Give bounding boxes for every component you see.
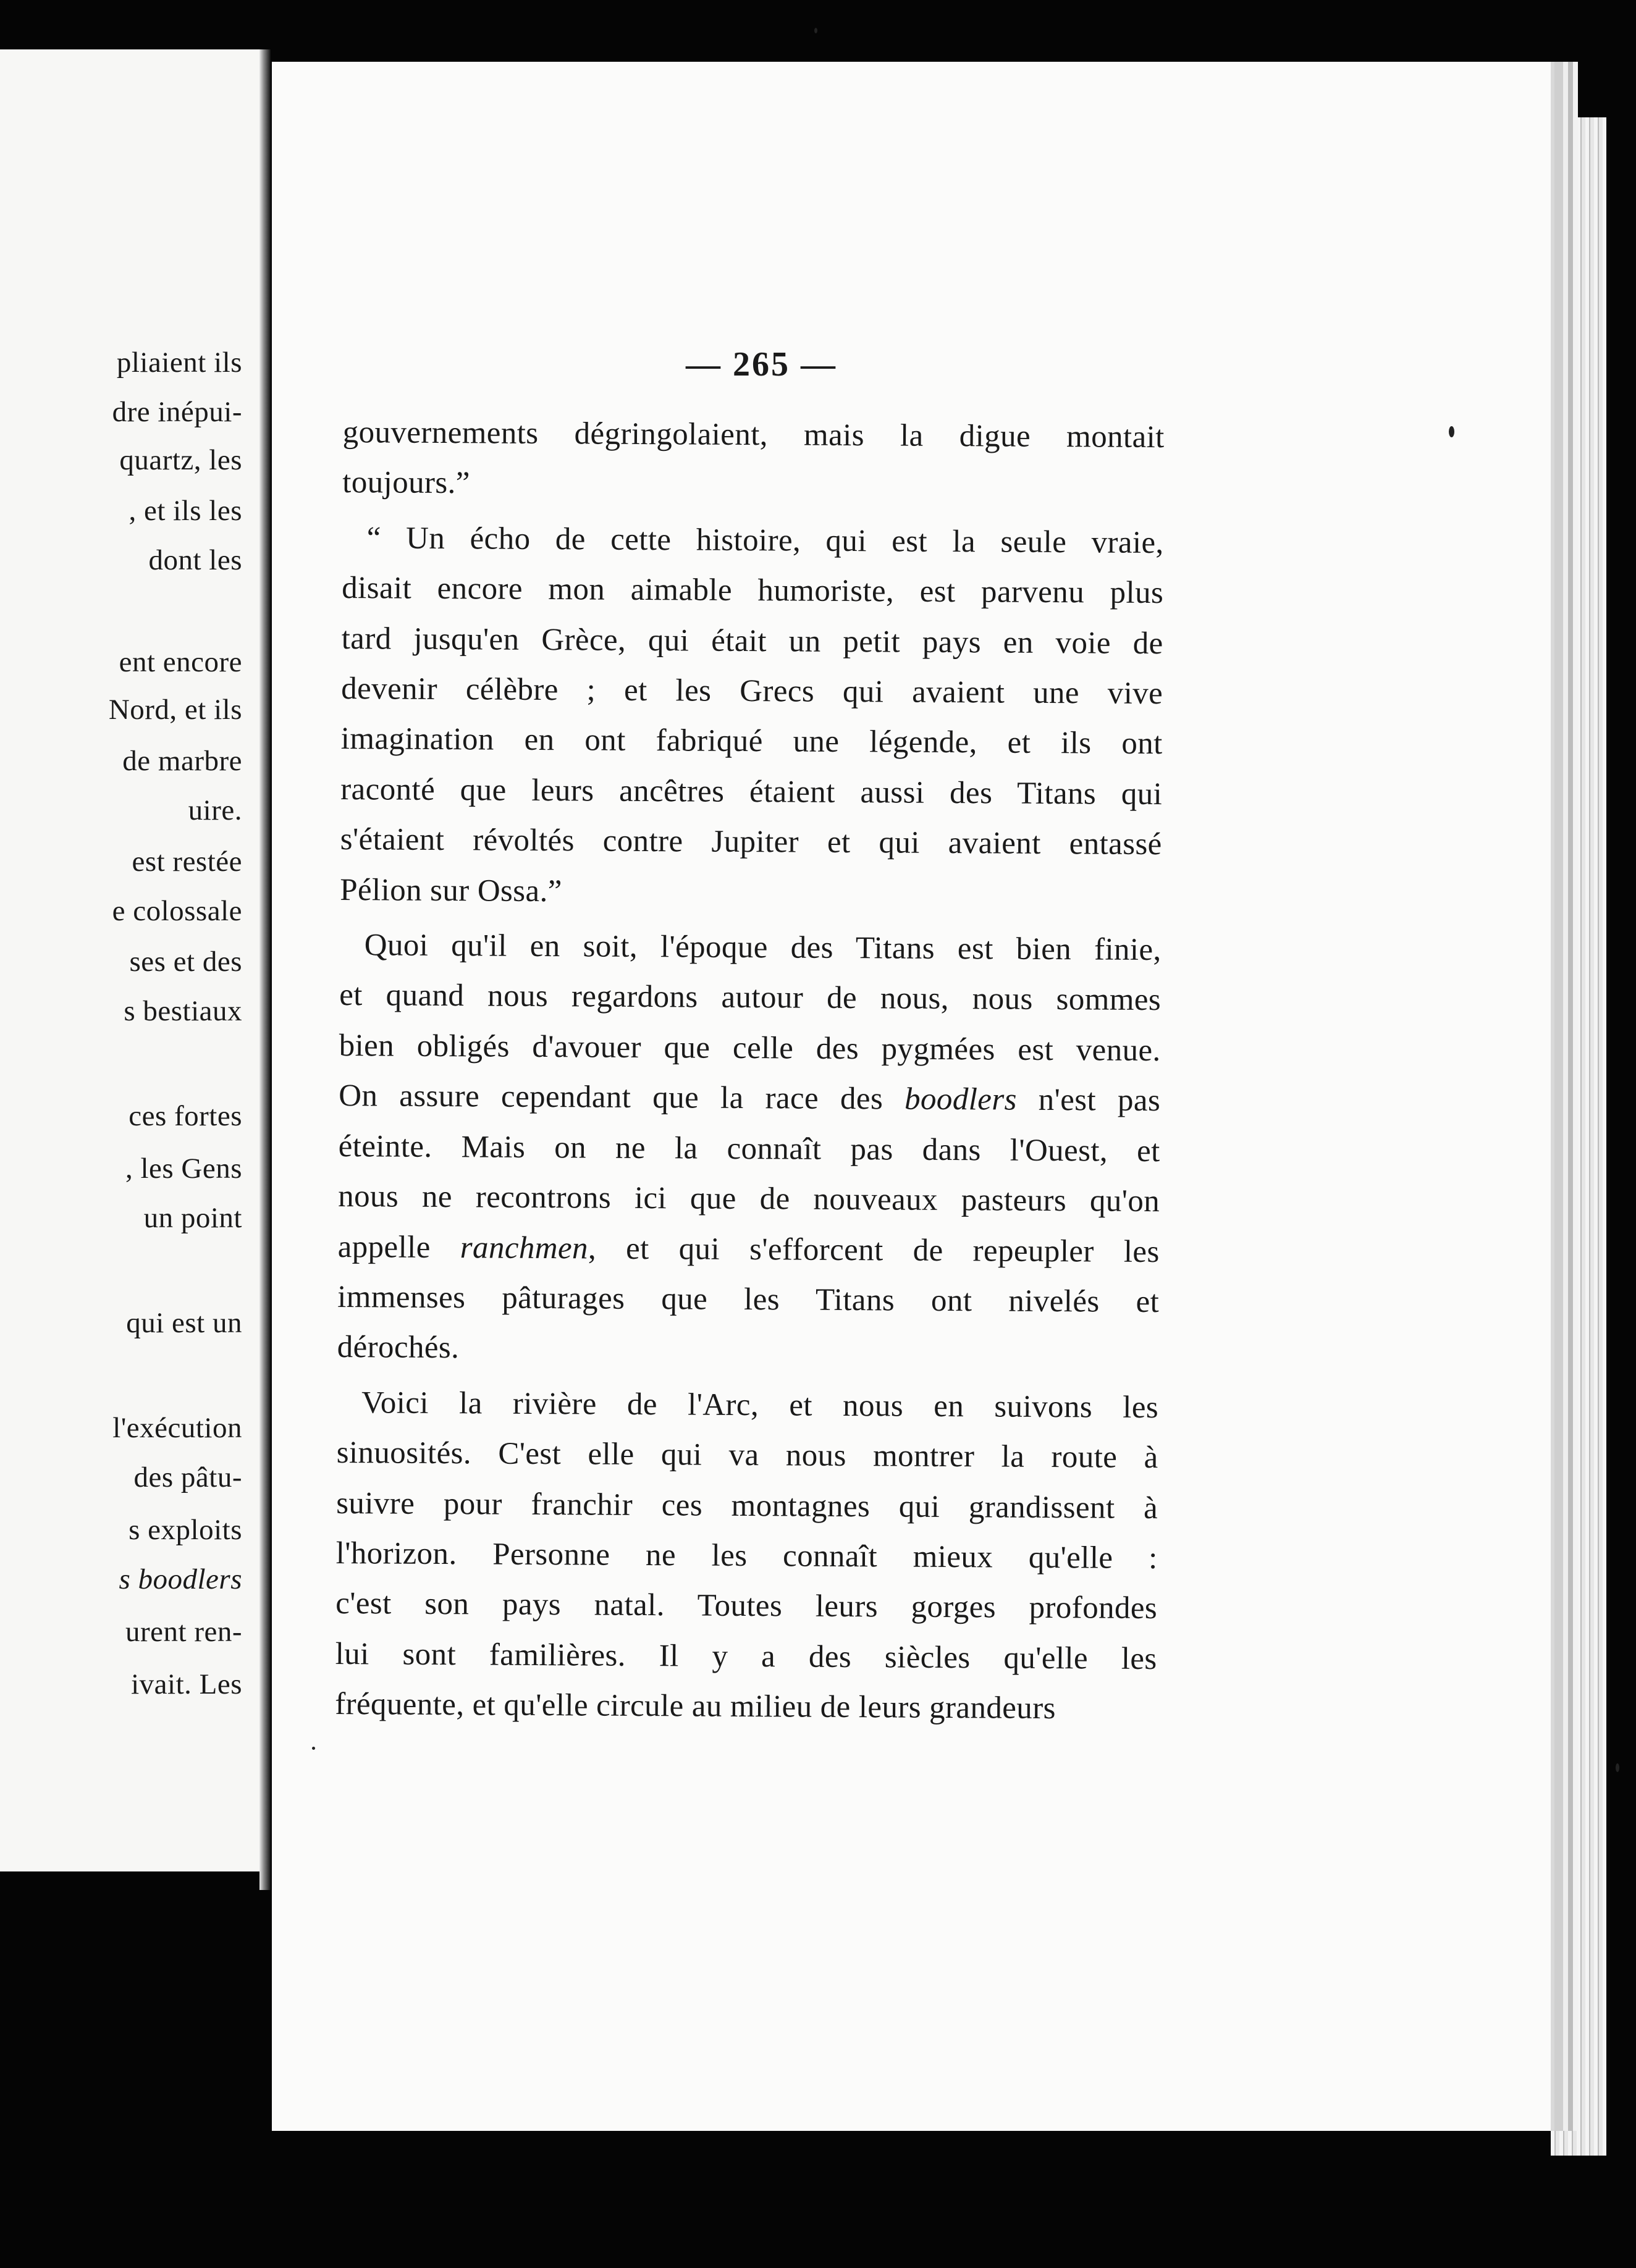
body-text — [335, 408, 1165, 1735]
text-line: gouvernements dégringolaient, mais la digue montait — [342, 414, 1165, 455]
text-line: suivre pour franchir ces montagnes qui grandissent à — [335, 1485, 1158, 1526]
italic-word: boodlers — [904, 1082, 1017, 1117]
text-line: dérochés. — [337, 1330, 460, 1366]
left-page-line: urent ren- — [125, 1616, 242, 1648]
left-page-line: ent encore — [119, 646, 242, 678]
text-line: toujours.” — [342, 465, 470, 501]
left-page-line: un point — [143, 1202, 242, 1234]
left-page-line: Nord, et ils — [108, 694, 242, 726]
text-line: l'horizon. Personne ne les connaît mieux qu'elle : — [335, 1535, 1158, 1576]
text-line: disait encore mon aimable humoriste, est parvenu plus — [342, 571, 1164, 611]
text-line: devenir célèbre ; et les Grecs qui avaient une vive — [341, 671, 1163, 712]
left-page-line: l'exécution — [112, 1412, 242, 1444]
left-page-line: des pâtu- — [133, 1461, 242, 1493]
text-line: bien obligés d'avouer que celle des pygmées est venue. — [339, 1028, 1161, 1068]
left-page — [0, 49, 261, 1871]
left-page-line: dre inépui- — [112, 396, 242, 428]
left-page-line: est restée — [132, 846, 242, 878]
text-line: éteinte. Mais on ne la connaît pas dans l'Ouest, et — [338, 1128, 1160, 1169]
text-line: raconté que leurs ancêtres étaient aussi des Titans qui — [340, 771, 1163, 812]
page-edges — [1551, 117, 1606, 2156]
text-line: Pélion sur Ossa.” — [340, 872, 562, 909]
dust-speck — [1449, 426, 1454, 437]
text-line: tard jusqu'en Grèce, qui était un petit pays en voie de — [341, 621, 1163, 661]
text-line: et quand nous regardons autour de nous, nous sommes — [339, 978, 1162, 1018]
text-line: Quoi qu'il en soit, l'époque des Titans est bien finie, — [364, 928, 1162, 968]
left-page-line: dont les — [148, 544, 242, 576]
left-page-line: , les Gens — [125, 1153, 242, 1185]
left-page-line: quartz, les — [119, 444, 242, 476]
text-line: fréquente, et qu'elle circule au milieu de leurs grandeurs — [335, 1687, 1056, 1726]
text-line: Voici la rivière de l'Arc, et nous en suivons les — [361, 1385, 1159, 1425]
left-page-line: s bestiaux — [124, 995, 242, 1027]
left-page-line: e colossale — [112, 895, 242, 927]
text-line: s'étaient révoltés contre Jupiter et qui avaient entassé — [340, 822, 1162, 862]
left-page-line: ces fortes — [129, 1100, 242, 1132]
left-page-line: ses et des — [129, 946, 242, 978]
text-line: nous ne recontrons ici que de nouveaux pasteurs qu'on — [338, 1179, 1160, 1219]
left-page-line: pliaient ils — [116, 346, 242, 379]
left-page-line: ivait. Les — [131, 1668, 242, 1700]
dust-speck — [814, 28, 817, 33]
text-line: On assure cependant que la race des boodlers n'est pas — [339, 1078, 1161, 1119]
text-line: immenses pâturages que les Titans ont nivelés et — [337, 1279, 1160, 1320]
left-page-line: s boodlers — [119, 1563, 242, 1595]
dust-speck — [1616, 1763, 1619, 1772]
left-page-line: uire. — [188, 794, 242, 826]
left-page-line: s exploits — [129, 1514, 242, 1546]
text-line: sinuosités. C'est elle qui va nous montrer la route à — [336, 1435, 1158, 1476]
text-line: appelle ranchmen, et qui s'efforcent de repeupler les — [337, 1229, 1160, 1269]
italic-word: ranchmen — [460, 1230, 589, 1266]
left-page-line: , et ils les — [129, 495, 242, 527]
text-line: c'est son pays natal. Toutes leurs gorges profondes — [335, 1586, 1158, 1626]
left-page-line: qui est un — [126, 1307, 242, 1339]
text-line: “ Un écho de cette histoire, qui est la seule vraie, — [366, 521, 1164, 560]
left-page-line: de marbre — [122, 745, 242, 777]
book-gutter — [259, 49, 271, 1890]
dust-speck — [312, 1747, 315, 1750]
text-line: imagination en ont fabriqué une légende, et ils ont — [340, 721, 1163, 762]
text-line: lui sont familières. Il y a des siècles qu'elle les — [335, 1636, 1157, 1676]
page-number: — 265 — — [686, 345, 837, 384]
